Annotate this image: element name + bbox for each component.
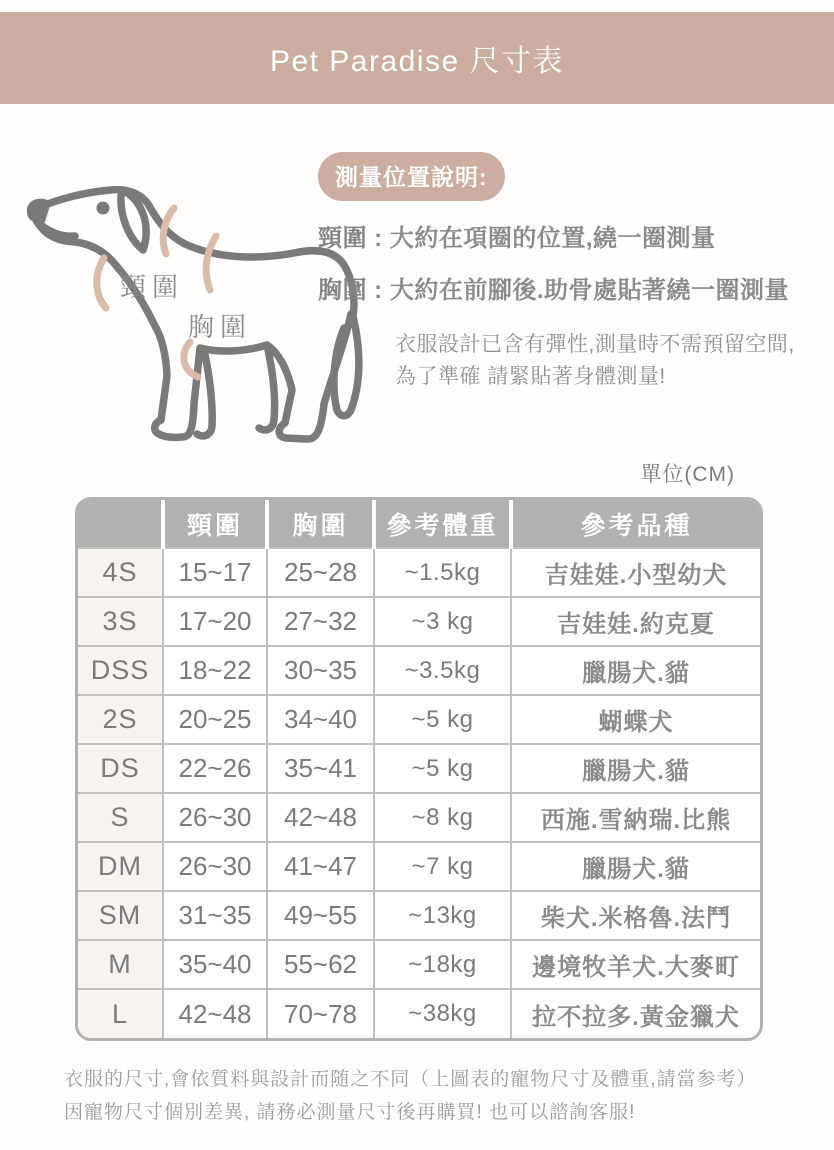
chest-instruction-text: : 大約在前腳後.助骨處貼著繞一圈測量 — [367, 277, 789, 304]
neck-value-cell: 22~26 — [163, 744, 267, 793]
size-cell: SM — [78, 891, 163, 940]
chest-value-cell: 42~48 — [267, 793, 374, 842]
table-row — [78, 940, 760, 989]
chest-instruction-label: 胸圍 — [318, 277, 367, 304]
breed-value-cell: 臘腸犬.貓 — [511, 744, 760, 793]
neck-band-left-arc — [97, 258, 106, 308]
chest-value-cell: 30~35 — [267, 646, 374, 695]
breed-value-cell: 臘腸犬.貓 — [511, 646, 760, 695]
weight-value-cell: ~13kg — [374, 891, 511, 940]
corner-header — [78, 500, 163, 548]
table-header-row — [78, 500, 760, 548]
chest-value-cell: 70~78 — [267, 989, 374, 1038]
size-cell: DS — [78, 744, 163, 793]
weight-value-cell: ~18kg — [374, 940, 511, 989]
table-row — [78, 597, 760, 646]
neck-value-cell: 18~22 — [163, 646, 267, 695]
neck-value-cell: 35~40 — [163, 940, 267, 989]
chest-value-cell: 41~47 — [267, 842, 374, 891]
header — [0, 12, 834, 104]
dog-nose — [27, 199, 51, 223]
size-table — [78, 500, 760, 1038]
chest-band-top-arc — [206, 236, 216, 290]
weight-value-cell: ~5 kg — [374, 744, 511, 793]
size-cell: S — [78, 793, 163, 842]
chest-instruction — [318, 270, 823, 305]
column-header: 參考品種 — [511, 500, 760, 548]
column-header: 頸圍 — [163, 500, 267, 548]
table-row — [78, 989, 760, 1038]
table-row — [78, 695, 760, 744]
neck-value-cell: 15~17 — [163, 548, 267, 597]
neck-instruction-text: : 大約在項圈的位置,繞一圈測量 — [367, 225, 716, 252]
table-row — [78, 793, 760, 842]
size-cell: L — [78, 989, 163, 1038]
size-cell: 3S — [78, 597, 163, 646]
neck-instruction-label: 頸圍 — [318, 225, 367, 252]
dog-far-hind-leg — [259, 345, 275, 430]
breed-value-cell: 臘腸犬.貓 — [511, 842, 760, 891]
dog-eye — [97, 202, 110, 215]
breed-value-cell: 拉不拉多.黃金獵犬 — [511, 989, 760, 1038]
breed-value-cell: 吉娃娃.約克夏 — [511, 597, 760, 646]
neck-value-cell: 17~20 — [163, 597, 267, 646]
breed-value-cell: 西施.雪納瑞.比熊 — [511, 793, 760, 842]
neck-value-cell: 31~35 — [163, 891, 267, 940]
neck-value-cell: 20~25 — [163, 695, 267, 744]
chest-value-cell: 55~62 — [267, 940, 374, 989]
neck-value-cell: 26~30 — [163, 842, 267, 891]
chest-value-cell: 35~41 — [267, 744, 374, 793]
breed-value-cell: 吉娃娃.小型幼犬 — [511, 548, 760, 597]
measurement-instructions — [318, 152, 823, 393]
elasticity-note — [395, 329, 823, 393]
weight-value-cell: ~3.5kg — [374, 646, 511, 695]
table-row — [78, 744, 760, 793]
chest-value-cell: 49~55 — [267, 891, 374, 940]
column-header: 胸圍 — [267, 500, 374, 548]
weight-value-cell: ~5 kg — [374, 695, 511, 744]
chest-label: 胸圍 — [188, 312, 253, 342]
table-row — [78, 842, 760, 891]
size-table-wrapper — [75, 497, 763, 1041]
column-header: 參考體重 — [374, 500, 511, 548]
unit-label: 單位(CM) — [640, 463, 735, 486]
table-row — [78, 646, 760, 695]
breed-value-cell: 柴犬.米格魯.法鬥 — [511, 891, 760, 940]
size-cell: 2S — [78, 695, 163, 744]
size-cell: 4S — [78, 548, 163, 597]
breed-value-cell: 邊境牧羊犬.大麥町 — [511, 940, 760, 989]
table-row — [78, 548, 760, 597]
weight-value-cell: ~7 kg — [374, 842, 511, 891]
page-title: Pet Paradise 尺寸表 — [269, 45, 565, 78]
breed-value-cell: 蝴蝶犬 — [511, 695, 760, 744]
neck-instruction — [318, 218, 823, 253]
footer-line2: 因寵物尺寸個別差異, 請務必測量尺寸後再購買! 也可以諮詢客服! — [64, 1102, 636, 1123]
neck-label: 頸圍 — [120, 272, 185, 302]
neck-value-cell: 26~30 — [163, 793, 267, 842]
footer-disclaimer — [64, 1063, 774, 1129]
chest-value-cell: 25~28 — [267, 548, 374, 597]
elasticity-note-line2: 為了準確 請緊貼著身體測量! — [395, 365, 666, 388]
chest-value-cell: 34~40 — [267, 695, 374, 744]
weight-value-cell: ~8 kg — [374, 793, 511, 842]
size-cell: M — [78, 940, 163, 989]
weight-value-cell: ~38kg — [374, 989, 511, 1038]
table-row — [78, 891, 760, 940]
instructions-pill: 測量位置說明: — [318, 152, 505, 201]
size-cell: DSS — [78, 646, 163, 695]
size-cell: DM — [78, 842, 163, 891]
elasticity-note-line1: 衣服設計已含有彈性,測量時不需預留空間, — [395, 333, 795, 356]
footer-line1: 衣服的尺寸,會依質料與設計而随之不同（上圖表的寵物尺寸及體重,請當参考） — [64, 1069, 757, 1090]
neck-value-cell: 42~48 — [163, 989, 267, 1038]
weight-value-cell: ~3 kg — [374, 597, 511, 646]
weight-value-cell: ~1.5kg — [374, 548, 511, 597]
chest-value-cell: 27~32 — [267, 597, 374, 646]
